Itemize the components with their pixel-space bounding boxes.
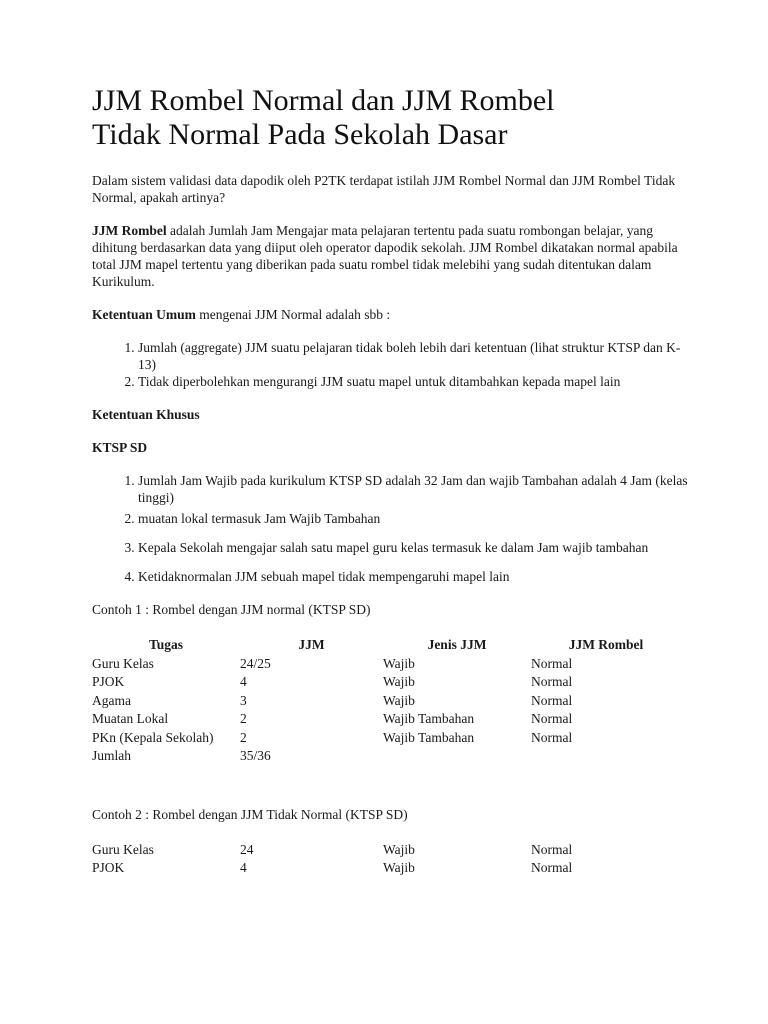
- table-cell: Normal: [531, 860, 573, 875]
- table-header-row: [92, 636, 681, 655]
- list-item: 2. muatan lokal termasuk Jam Wajib Tambahan: [138, 510, 692, 527]
- table-row: [92, 673, 681, 692]
- table-cell: Normal: [531, 841, 573, 857]
- table-cell: Guru Kelas: [92, 655, 154, 671]
- table-cell: Normal: [531, 655, 573, 671]
- ktsp-list: [92, 472, 692, 585]
- table-cell: Wajib: [383, 860, 415, 875]
- table-row: [92, 859, 681, 878]
- table-cell: Normal: [531, 674, 573, 689]
- table-cell: 4: [240, 674, 247, 689]
- table-cell: Normal: [531, 711, 573, 726]
- column-header: Tugas: [148, 637, 184, 652]
- table-row: [92, 841, 681, 860]
- list-item: 1. Jumlah (aggregate) JJM suatu pelajaran tidak boleh lebih dari ketentuan (lihat struktur KTSP dan K-13): [138, 339, 692, 373]
- table-cell: [383, 747, 531, 766]
- contoh-2-table: [92, 841, 681, 878]
- table-row: [92, 729, 681, 748]
- document-page: [92, 84, 692, 878]
- table-cell: Wajib Tambahan: [383, 729, 475, 745]
- table-cell: Wajib: [383, 692, 415, 708]
- page-title: [92, 84, 692, 152]
- table-row: [92, 692, 681, 711]
- table-cell: Normal: [531, 729, 573, 745]
- list-item: 3. Kepala Sekolah mengajar salah satu mapel guru kelas termasuk ke dalam Jam wajib tambahan: [138, 539, 692, 556]
- table-row: [92, 710, 681, 729]
- contoh-2-caption: Contoh 2 : Rombel dengan JJM Tidak Normal (KTSP SD): [92, 806, 408, 822]
- table-cell: Jumlah: [92, 748, 131, 763]
- table-cell: Muatan Lokal: [92, 711, 169, 726]
- column-header: JJM Rombel: [568, 637, 644, 652]
- table-cell: Wajib: [383, 674, 415, 689]
- table-cell: Guru Kelas: [92, 841, 154, 857]
- list-item: 4. Ketidaknormalan JJM sebuah mapel tidak mempengaruhi mapel lain: [138, 568, 692, 585]
- column-header: Jenis JJM: [427, 637, 487, 652]
- table-cell: PJOK: [92, 860, 125, 875]
- ketentuan-khusus-heading: Ketentuan Khusus: [92, 407, 200, 422]
- table-row: [92, 655, 681, 674]
- ketentuan-umum-paragraph: [92, 306, 692, 323]
- table-cell: 2: [240, 729, 247, 745]
- table-row-total: [92, 747, 681, 766]
- table-cell: [531, 747, 681, 766]
- table-cell: Wajib: [383, 655, 415, 671]
- title-line-1: JJM Rombel Normal dan JJM Rombel: [92, 84, 555, 117]
- table-cell: 24/25: [240, 655, 271, 671]
- table-cell: Wajib: [383, 841, 415, 857]
- table-cell: 35/36: [240, 748, 271, 763]
- table-cell: 24: [240, 841, 254, 857]
- ketentuan-umum-list: [92, 339, 692, 390]
- table-cell: 2: [240, 711, 247, 726]
- table-cell: Agama: [92, 692, 131, 708]
- list-item: 1. Jumlah Jam Wajib pada kurikulum KTSP SD adalah 32 Jam dan wajib Tambahan adalah 4 Jam (kelas tinggi): [138, 472, 692, 506]
- table-cell: Wajib Tambahan: [383, 711, 475, 726]
- column-header: JJM: [298, 637, 325, 652]
- ktsp-heading: KTSP SD: [92, 440, 148, 455]
- contoh-1-caption: Contoh 1 : Rombel dengan JJM normal (KTSP SD): [92, 602, 371, 617]
- definition-term: JJM Rombel: [92, 223, 167, 238]
- table-cell: 4: [240, 860, 247, 875]
- definition-paragraph: [92, 222, 692, 290]
- contoh-1-table: [92, 636, 681, 766]
- table-cell: Normal: [531, 692, 573, 708]
- table-cell: 3: [240, 692, 247, 708]
- title-line-2: Tidak Normal Pada Sekolah Dasar: [92, 118, 508, 151]
- list-item: 2. Tidak diperbolehkan mengurangi JJM suatu mapel untuk ditambahkan kepada mapel lain: [138, 373, 692, 390]
- table-cell: PKn (Kepala Sekolah): [92, 729, 214, 745]
- definition-text: adalah Jumlah Jam Mengajar mata pelajaran tertentu pada suatu rombongan belajar, yang dihitung berdasarkan data yang diiput oleh operator dapodik sekolah. JJM Rombel dikatakan normal apabila total JJM mapel tertentu yang diberikan pada suatu rombel tidak melebihi yang sudah ditentukan dalam Kurikulum.: [92, 223, 678, 289]
- intro-paragraph: Dalam sistem validasi data dapodik oleh P2TK terdapat istilah JJM Rombel Normal dan JJM Rombel Tidak Normal, apakah artinya?: [92, 173, 676, 205]
- ketentuan-umum-text: mengenai JJM Normal adalah sbb :: [195, 307, 391, 322]
- ketentuan-umum-term: Ketentuan Umum: [92, 307, 196, 322]
- table-cell: PJOK: [92, 674, 125, 689]
